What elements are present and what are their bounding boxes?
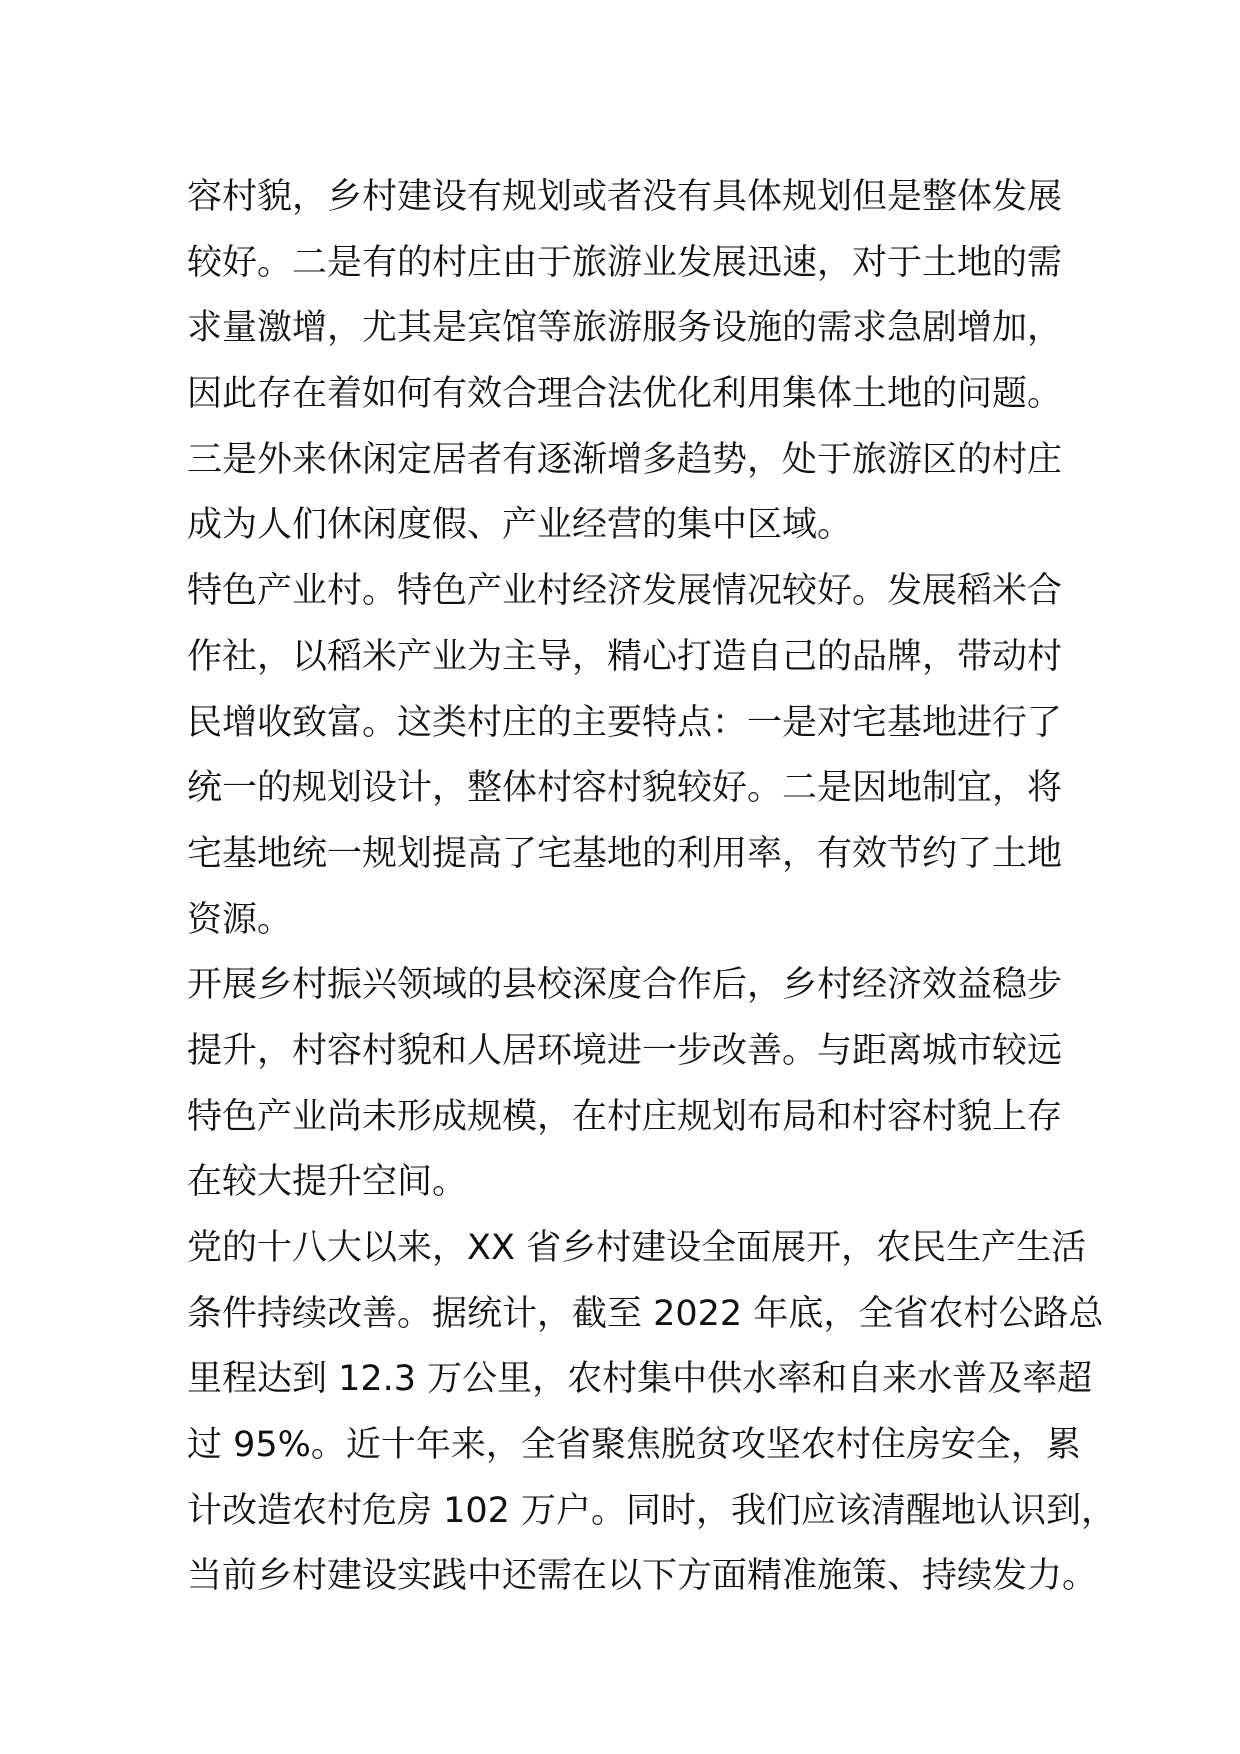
text-line: 在较大提升空间。 (187, 1162, 468, 1203)
text-line: 三是外来休闲定居者有逐渐增多趋势，处于旅游区的村庄 (187, 439, 1063, 480)
text-line: 民增收致富。这类村庄的主要特点：一是对宅基地进行了 (187, 702, 1063, 743)
text-line: 作社，以稻米产业为主导，精心打造自己的品牌，带动村 (187, 636, 1063, 677)
text-line: 特色产业村。特色产业村经济发展情况较好。发展稻米合 (187, 571, 1063, 612)
text-line: 党的十八大以来，XX 省乡村建设全面展开，农民生产生活 (187, 1228, 1087, 1268)
text-line: 成为人们休闲度假、产业经营的集中区域。 (187, 505, 853, 546)
text-line: 开展乡村振兴领域的县校深度合作后，乡村经济效益稳步 (187, 965, 1063, 1006)
text-line: 统一的规划设计，整体村容村貌较好。二是因地制宜，将 (187, 768, 1063, 809)
text-line: 求量激增，尤其是宾馆等旅游服务设施的需求急剧增加， (187, 308, 1063, 349)
text-line: 条件持续改善。据统计，截至 2022 年底，全省农村公路总 (187, 1293, 1104, 1334)
text-line: 宅基地统一规划提高了宅基地的利用率，有效节约了土地 (187, 833, 1063, 874)
text-line: 因此存在着如何有效合理合法优化利用集体土地的问题。 (187, 374, 1063, 415)
text-line: 特色产业尚未形成规模，在村庄规划布局和村容村貌上存 (187, 1096, 1063, 1137)
text-line: 计改造农村危房 102 万户。同时，我们应该清醒地认识到， (187, 1490, 1117, 1531)
text-line: 较好。二是有的村庄由于旅游业发展迅速，对于土地的需 (187, 242, 1063, 283)
text-line: 当前乡村建设实践中还需在以下方面精准施策、持续发力。 (187, 1556, 1098, 1597)
text-line: 里程达到 12.3 万公里，农村集中供水率和自来水普及率超 (187, 1359, 1093, 1400)
text-line: 过 95%。近十年来，全省聚焦脱贫攻坚农村住房安全，累 (187, 1425, 1081, 1466)
text-line: 容村貌，乡村建设有规划或者没有具体规划但是整体发展 (187, 177, 1063, 217)
text-line: 资源。 (187, 899, 293, 940)
text-line: 提升，村容村貌和人居环境进一步改善。与距离城市较远 (187, 1030, 1063, 1071)
document-body (187, 165, 1117, 1610)
